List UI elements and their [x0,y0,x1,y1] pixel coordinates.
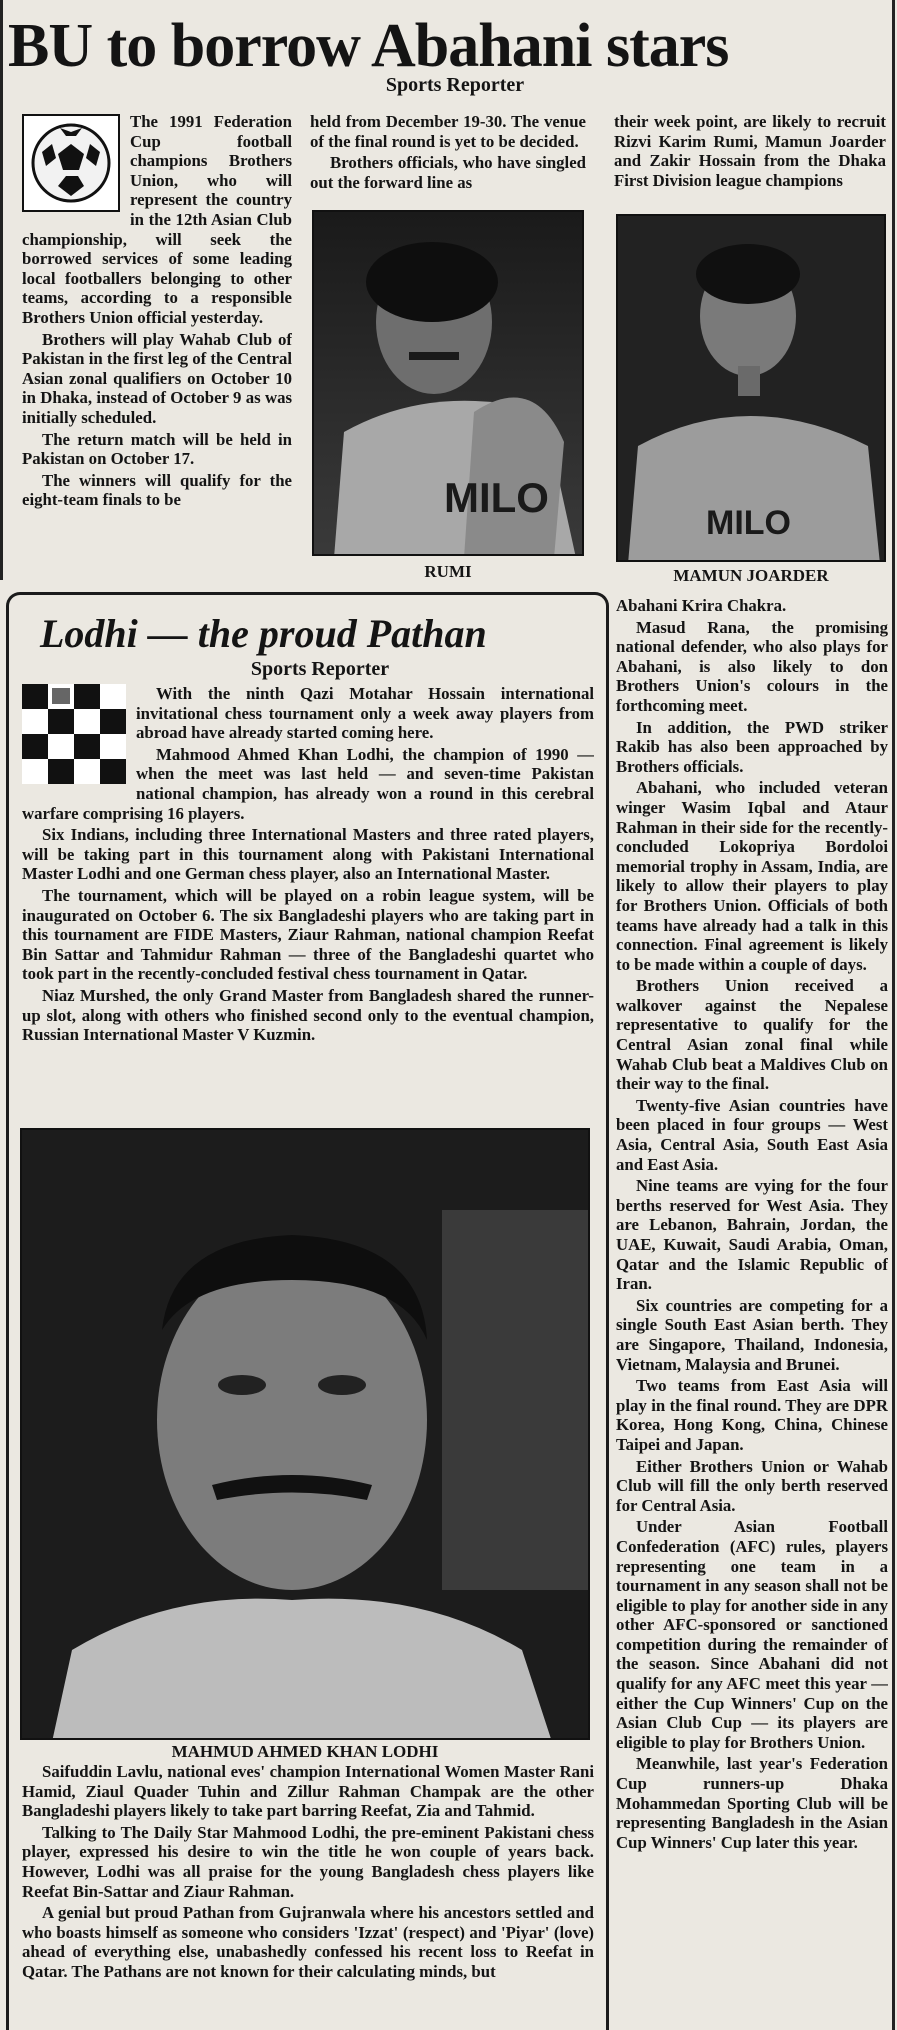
paragraph: their week point, are likely to recruit Rizvi Karim Rumi, Mamun Joarder and Zakir Hossain from the Dhaka First Division league champions [614,112,886,190]
paragraph: Masud Rana, the promising national defender, who also plays for Abahani, is also likely to don Brothers Union's colours in the forthcoming meet. [616,617,888,715]
photo-lodhi [20,1128,590,1740]
right-column-rule [892,0,895,2030]
paragraph: Saifuddin Lavlu, national eves' champion International Women Master Rani Hamid, Ziaul Quader Tuhin and Zillur Rahman Champak are the other Bangladeshi players likely to take part barring Reefat, Zia and Tahmid. [22,1762,594,1821]
paragraph: Two teams from East Asia will play in the final round. They are DPR Korea, Hong Kong, China, Chinese Taipei and Japan. [616,1376,888,1454]
photo-caption: MAHMUD AHMED KHAN LODHI [171,1742,439,1761]
paragraph: Meanwhile, last year's Federation Cup runners-up Dhaka Mohammedan Sporting Club will be representing Bangladesh in the Asian Cup Winners' Cup later this year. [616,1754,888,1852]
paragraph: Brothers Union received a walkover against the Nepalese representative to qualify for the Central Asian zonal final while Wahab Club beat a Maldives Club on their way to the final. [616,976,888,1094]
article1-column-4 [616,596,888,2026]
paragraph: The return match will be held in Pakistan on October 17. [22,429,292,469]
chessboard-icon [22,684,126,789]
paragraph: Twenty-five Asian countries have been placed in four groups — West Asia, Central Asia, South East Asia and East Asia. [616,1095,888,1174]
paragraph: Under Asian Football Confederation (AFC) rules, players representing one team in a tournament in any season shall not be eligible to play for another side in any other AFC-sponsored or sanctioned competition during the remainder of the season. Since Abahani did not qualify for any AFC meet this year — either the Cup Winners' Cup on the Asian Club Cup — its players are eligible to play for Brothers Union. [616,1517,888,1752]
paragraph: Either Brothers Union or Wahab Club will fill the only berth reserved for Central Asia. [616,1456,888,1515]
paragraph: Brothers will play Wahab Club of Pakistan in the first leg of the Central Asian zonal qualifiers on October 10 in Dhaka, instead of October 9 as was initially scheduled. [22,329,292,427]
photo-caption: MAMUN JOARDER [673,566,829,585]
svg-text:MILO: MILO [706,504,791,542]
paragraph: Six countries are competing for a single South East Asian berth. They are Singapore, Thailand, Indonesia, Vietnam, Malaysia and Brunei. [616,1295,888,1374]
football-icon [22,114,120,217]
paragraph: A genial but proud Pathan from Gujranwala where his ancestors settled and who boasts himself as someone who considers 'Izzat' (respect) and 'Piyar' (love) ahead of everything else, unabashedly confessed his recent loss to Reefat in Qatar. The Pathans are not known for their calculating minds, but [22,1903,594,1981]
photo-rumi [312,210,584,556]
byline: Sports Reporter [385,74,525,96]
article2-continued [22,1762,594,2030]
article2-byline: Sports Reporter [250,658,390,680]
paragraph: The tournament, which will be played on a robin league system, will be inaugurated on October 6. The six Bangladeshi players who are taking part in this tournament are FIDE Masters, Ziaur Rahman, national champion Reefat Bin Sattar and Tahmidur Rahman — three of the Bangladeshi quartet who took part in the recently-concluded festival chess tournament in Qatar. [22,885,594,984]
paragraph: Talking to The Daily Star Mahmood Lodhi, the pre-eminent Pakistani chess player, expressed his desire to win the title he won couple of years back. However, Lodhi was all praise for the young Bangladesh chess players like Reefat Bin-Sattar and Ziaur Rahman. [22,1822,594,1901]
photo-mamun-joarder [616,214,886,562]
paragraph: With the ninth Qazi Motahar Hossain international invitational chess tournament only a week away players from abroad have already started coming here. [136,684,594,743]
paragraph: Brothers officials, who have singled out the forward line as [310,153,586,192]
paragraph: In addition, the PWD striker Rakib has also been approached by Brothers officials. [616,717,888,776]
paragraph: The winners will qualify for the eight-team finals to be [22,470,292,510]
article1-column-1 [22,112,292,590]
article2-intro [22,684,594,1124]
paragraph: held from December 19-30. The venue of the final round is yet to be decided. [310,112,586,151]
article1-column-3 [614,112,886,208]
paragraph: Abahani Krira Chakra. [616,596,787,615]
paragraph: Six Indians, including three International Masters and three rated players, will be taking part in this tournament along with Pakistani International Master Lodhi and one German chess player, also an International Master. [22,825,594,884]
paragraph: Abahani, who included veteran winger Wasim Iqbal and Ataur Rahman in their side for the recently-concluded Lokopriya Bordoloi memorial trophy in Assam, India, are likely to allow their players to play for Brothers Union. Officials of both teams have already had a talk in this connection. Final agreement is likely to be made within a couple of days. [616,778,888,974]
left-column-rule [0,0,3,580]
paragraph: The 1991 Federation Cup football champions Brothers Union, who will represent the country in the 12th Asian Club championship, will seek the borrowed services of some leading local footballers belonging to other teams, according to a responsible Brothers Union official yesterday. [22,112,292,327]
article1-column-2 [310,112,586,204]
paragraph: Nine teams are vying for the four berths reserved for West Asia. They are Lebanon, Bahrain, Jordan, the UAE, Kuwait, Saudi Arabia, Oman, Qatar and the Islamic Republic of Iran. [616,1176,888,1294]
paragraph: Mahmood Ahmed Khan Lodhi, the champion of 1990 — when the meet was last held — and seven-time Pakistan national champion, has already won a round in this cerebral warfare comprising 16 players. [22,744,594,823]
svg-text:MILO: MILO [444,474,549,521]
article2-title: Lodhi — the proud Pathan [40,611,487,656]
paragraph: Niaz Murshed, the only Grand Master from Bangladesh shared the runner-up slot, along with others who finished second only to the eventual champion, Russian International Master V Kuzmin. [22,985,594,1045]
headline: BU to borrow Abahani stars [8,12,729,80]
photo-caption: RUMI [424,562,472,581]
